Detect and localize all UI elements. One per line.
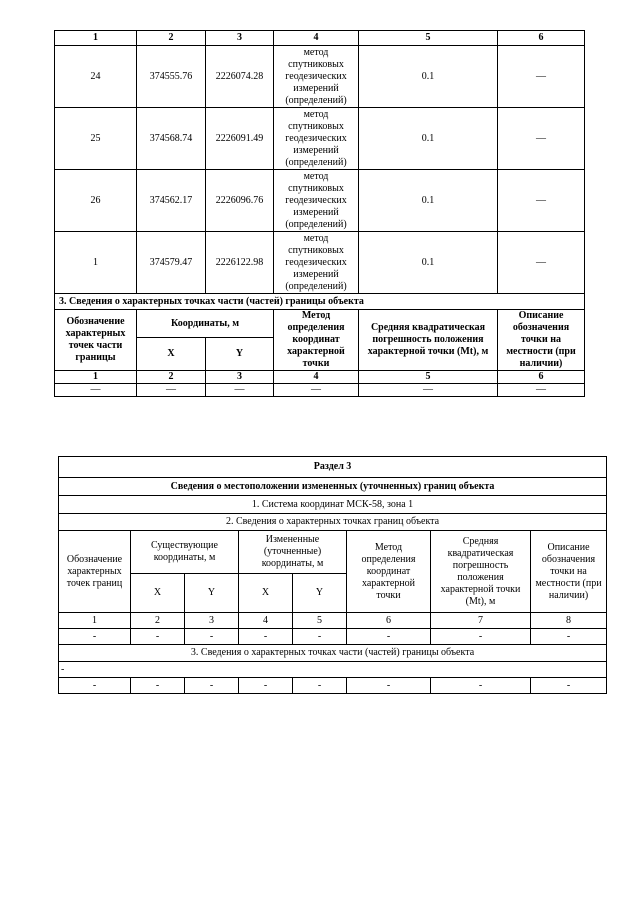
points-table-continued [54, 30, 585, 397]
empty-cell: - [531, 629, 607, 645]
empty-cell: - [239, 629, 293, 645]
empty-cell: - [347, 629, 431, 645]
header-existing-y: Y [185, 574, 239, 613]
col-number-3: 3 [206, 371, 274, 384]
empty-cell: - [59, 678, 131, 694]
accuracy: 0.1 [359, 232, 498, 294]
table-row [55, 170, 585, 232]
empty-cell: — [274, 384, 359, 397]
col-number-7: 7 [431, 613, 531, 629]
column-number-row [59, 613, 607, 629]
col-number-5: 5 [293, 613, 347, 629]
header-existing-coords: Существующие координаты, м [131, 531, 239, 574]
empty-cell: — [137, 384, 206, 397]
col-number-6: 6 [498, 371, 585, 384]
col-number-4: 4 [274, 31, 359, 46]
column-number-row [55, 31, 585, 46]
coord-system-row [59, 496, 607, 514]
col-number-1: 1 [55, 371, 137, 384]
header-changed-coords: Измененные (уточненные) координаты, м [239, 531, 347, 574]
empty-cell: — [498, 384, 585, 397]
header-x: X [137, 338, 206, 371]
empty-cell: - [431, 678, 531, 694]
section-title-row [59, 645, 607, 662]
col-number-1: 1 [59, 613, 131, 629]
header-accuracy: Средняя квадратическая погрешность положения характерной точки (Mt), м [359, 310, 498, 371]
empty-cell: - [293, 678, 347, 694]
section-heading: Раздел 3 [59, 457, 607, 478]
header-description: Описание обозначения точки на местности (при наличии) [498, 310, 585, 371]
method: метод спутниковых геодезических измерений (определений) [274, 170, 359, 232]
empty-cell: - [347, 678, 431, 694]
empty-cell: — [359, 384, 498, 397]
coord-y: 2226074.28 [206, 46, 274, 108]
point-number: 24 [55, 46, 137, 108]
table-row [55, 384, 585, 397]
col-number-5: 5 [359, 371, 498, 384]
empty-cell: - [131, 629, 185, 645]
coord-x: 374555.76 [137, 46, 206, 108]
table-row [55, 46, 585, 108]
accuracy: 0.1 [359, 170, 498, 232]
col-number-6: 6 [347, 613, 431, 629]
coord-y: 2226122.98 [206, 232, 274, 294]
column-header-row [59, 531, 607, 574]
header-method: Метод определения координат характерной точки [347, 531, 431, 613]
header-description: Описание обозначения точки на местности (при наличии) [531, 531, 607, 613]
coord-x: 374579.47 [137, 232, 206, 294]
empty-cell: - [131, 678, 185, 694]
empty-cell: — [206, 384, 274, 397]
accuracy: 0.1 [359, 46, 498, 108]
col-number-6: 6 [498, 31, 585, 46]
description: — [498, 232, 585, 294]
column-header-row [55, 310, 585, 338]
section-heading-row [59, 457, 607, 478]
header-designation: Обозначение характерных точек части границы [55, 310, 137, 371]
col-number-8: 8 [531, 613, 607, 629]
section-title-row [55, 294, 585, 310]
points-title-row [59, 514, 607, 531]
table-row [55, 232, 585, 294]
section-3-title: 3. Сведения о характерных точках части (частей) границы объекта [55, 294, 585, 310]
section-3-title: 3. Сведения о характерных точках части (частей) границы объекта [59, 645, 607, 662]
description: — [498, 46, 585, 108]
section-3-table [58, 456, 607, 694]
col-number-4: 4 [274, 371, 359, 384]
method: метод спутниковых геодезических измерений (определений) [274, 232, 359, 294]
col-number-3: 3 [206, 31, 274, 46]
table-row [55, 108, 585, 170]
point-number: 25 [55, 108, 137, 170]
empty-cell: - [531, 678, 607, 694]
table-row [59, 662, 607, 678]
col-number-2: 2 [131, 613, 185, 629]
col-number-5: 5 [359, 31, 498, 46]
coord-x: 374562.17 [137, 170, 206, 232]
col-number-3: 3 [185, 613, 239, 629]
empty-cell: - [239, 678, 293, 694]
empty-cell: - [185, 678, 239, 694]
header-method: Метод определения координат характерной точки [274, 310, 359, 371]
header-changed-y: Y [293, 574, 347, 613]
description: — [498, 170, 585, 232]
point-number: 1 [55, 232, 137, 294]
col-number-2: 2 [137, 31, 206, 46]
empty-cell: - [431, 629, 531, 645]
coord-y: 2226096.76 [206, 170, 274, 232]
header-designation: Обозначение характерных точек границ [59, 531, 131, 613]
header-coords: Координаты, м [137, 310, 274, 338]
table-row [59, 678, 607, 694]
column-number-row [55, 371, 585, 384]
empty-cell: — [55, 384, 137, 397]
method: метод спутниковых геодезических измерений (определений) [274, 46, 359, 108]
accuracy: 0.1 [359, 108, 498, 170]
header-existing-x: X [131, 574, 185, 613]
method: метод спутниковых геодезических измерений (определений) [274, 108, 359, 170]
col-number-2: 2 [137, 371, 206, 384]
col-number-1: 1 [55, 31, 137, 46]
section-subtitle-row [59, 478, 607, 496]
empty-cell: - [293, 629, 347, 645]
header-accuracy: Средняя квадратическая погрешность положения характерной точки (Mt), м [431, 531, 531, 613]
header-changed-x: X [239, 574, 293, 613]
description: — [498, 108, 585, 170]
table-row [59, 629, 607, 645]
empty-cell: - [59, 629, 131, 645]
coord-system: 1. Система координат МСК-58, зона 1 [59, 496, 607, 514]
section-subtitle: Сведения о местоположении измененных (уточненных) границ объекта [59, 478, 607, 496]
empty-cell: - [59, 662, 607, 678]
empty-cell: - [185, 629, 239, 645]
header-y: Y [206, 338, 274, 371]
points-title: 2. Сведения о характерных точках границ объекта [59, 514, 607, 531]
coord-x: 374568.74 [137, 108, 206, 170]
point-number: 26 [55, 170, 137, 232]
col-number-4: 4 [239, 613, 293, 629]
coord-y: 2226091.49 [206, 108, 274, 170]
